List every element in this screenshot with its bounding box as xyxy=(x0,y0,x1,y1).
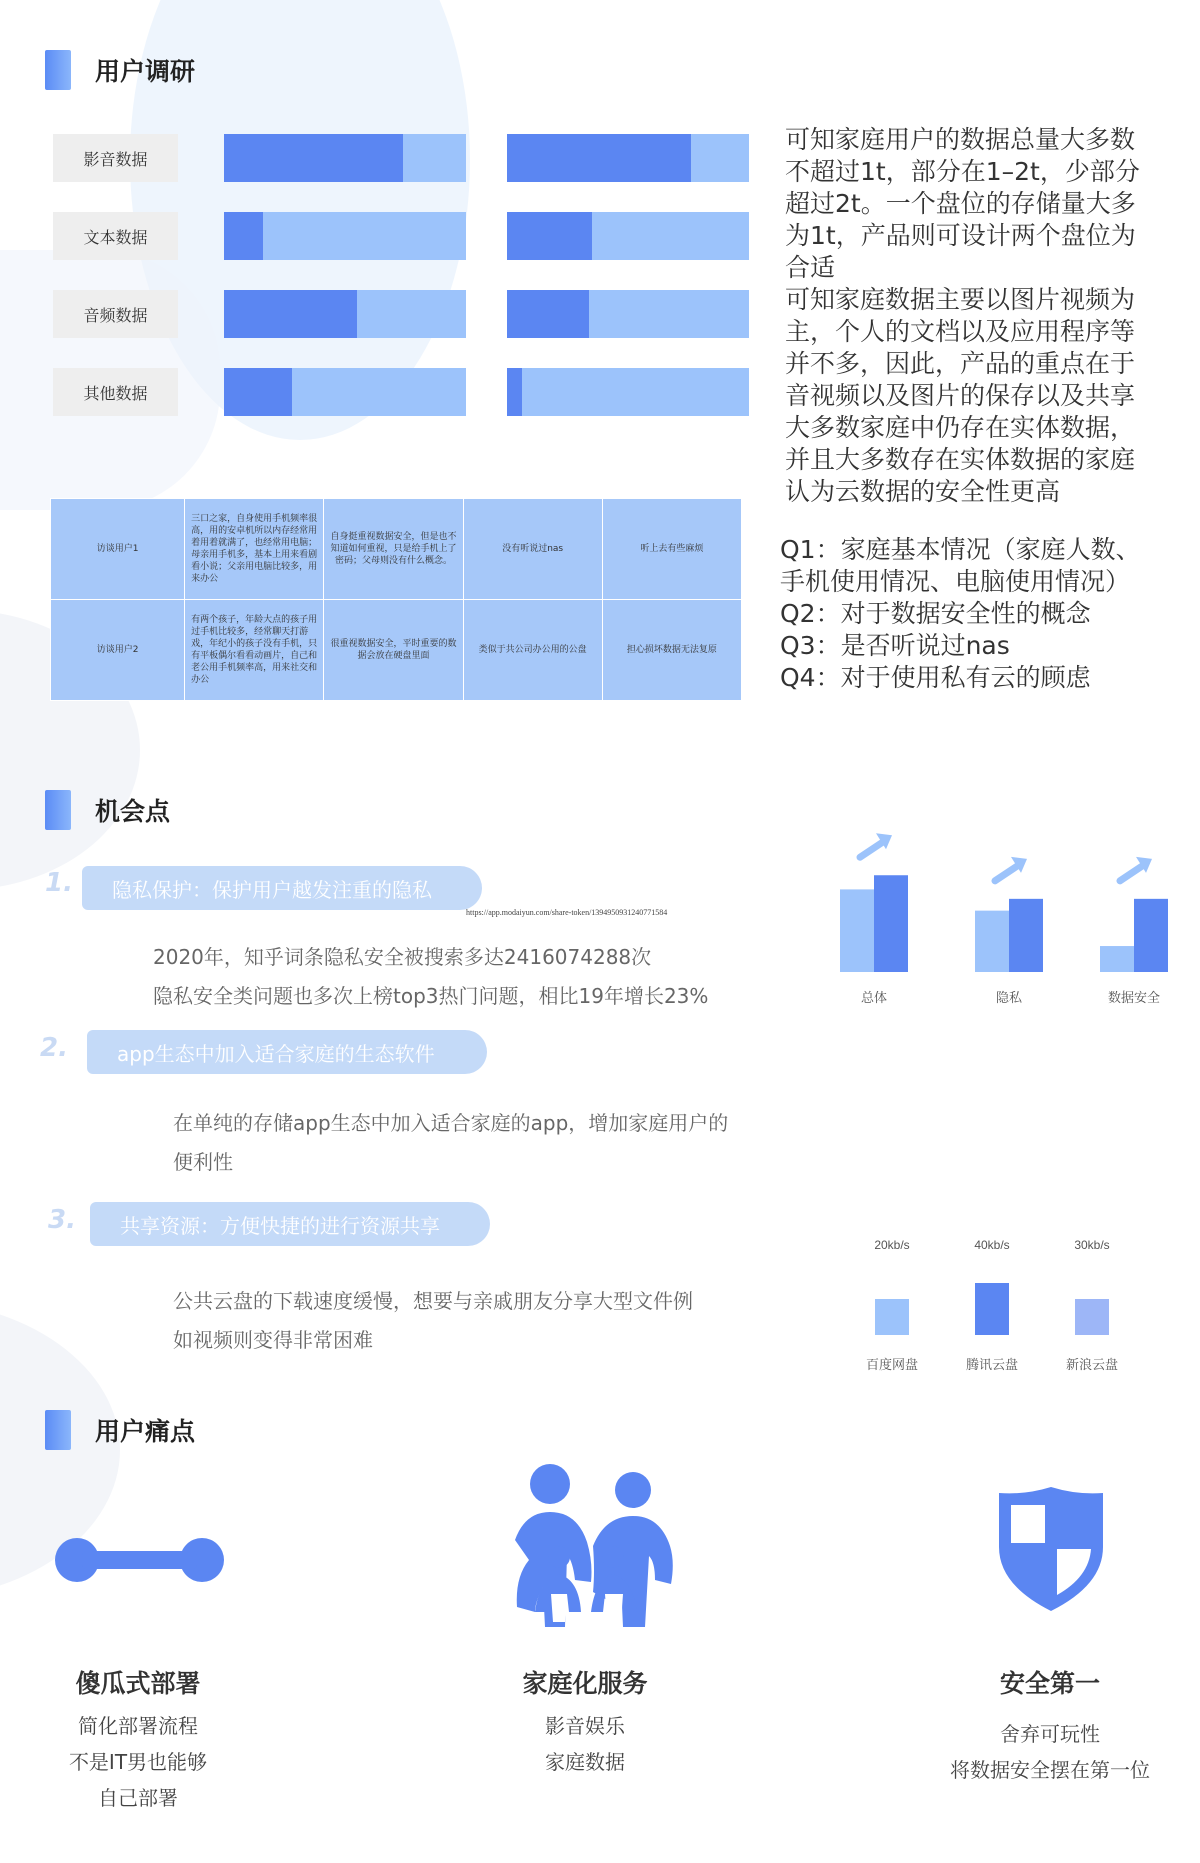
simple-deploy-icon xyxy=(52,1530,227,1590)
question-line: Q4：对于使用私有云的顾虑 xyxy=(780,663,1091,692)
item-number: 3. xyxy=(48,1205,76,1235)
category-label: 音频数据 xyxy=(53,290,178,338)
question-line: Q3：是否听说过nas xyxy=(780,631,1010,660)
bar-fill xyxy=(507,368,522,416)
bar-fill xyxy=(224,134,403,182)
text-line: 主，个人的文档以及应用程序等 xyxy=(785,317,1136,346)
painpoint-title: 傻瓜式部署 xyxy=(75,1669,201,1698)
tick-label: 腾讯云盘 xyxy=(965,1357,1019,1372)
question-line: 手机使用情况、电脑使用情况） xyxy=(780,567,1131,596)
tick-label: 隐私 xyxy=(995,990,1023,1005)
item-number: 2. xyxy=(40,1033,68,1063)
body-text: 2020年，知乎词条隐私安全被搜索多达2416074288次 xyxy=(153,945,652,969)
bar xyxy=(875,1299,909,1335)
table-cell: 有两个孩子，年龄大点的孩子用过手机比较多，经常聊天打游戏，年纪小的孩子没有手机，只有平板偶尔看看动画片，自己和老公用手机频率高，用来社交和办公 xyxy=(185,600,324,701)
text-line: 大多数家庭中仍存在实体数据， xyxy=(785,413,1136,442)
value-label: 40kb/s xyxy=(974,1238,1010,1252)
table-cell: 没有听说过nas xyxy=(463,499,602,600)
bar-track xyxy=(224,368,466,416)
tick-label: 数据安全 xyxy=(1107,990,1161,1005)
bar-fill xyxy=(224,368,292,416)
painpoint-text: 家庭数据 xyxy=(545,1750,625,1774)
value-label: 30kb/s xyxy=(1074,1238,1110,1252)
opportunity-pill: 共享资源：方便快捷的进行资源共享 xyxy=(90,1202,490,1246)
bar xyxy=(1100,946,1134,972)
tick-label: 百度网盘 xyxy=(865,1357,919,1372)
item-number: 1. xyxy=(45,868,73,898)
text-line: 合适 xyxy=(785,253,836,282)
text-line: 可知家庭数据主要以图片视频为 xyxy=(785,285,1136,314)
section-marker xyxy=(45,50,71,90)
opportunity-pill: app生态中加入适合家庭的生态软件 xyxy=(87,1030,487,1074)
bar-fill xyxy=(224,212,263,260)
share-url: https://app.modaiyun.com/share-token/1394950931240771584 xyxy=(466,908,668,917)
painpoint-text: 舍弃可玩性 xyxy=(1000,1722,1100,1746)
table-cell: 访谈用户1 xyxy=(51,499,185,600)
bar-track xyxy=(507,368,749,416)
category-label: 文本数据 xyxy=(53,212,178,260)
arrow-up-icon xyxy=(860,841,884,857)
table-cell: 三口之家，自身使用手机频率很高，用的安卓机所以内存经常用着用着就满了，也经常用电脑；母亲用手机多，基本上用来看剧看小说；父亲用电脑比较多，用来办公 xyxy=(185,499,324,600)
bar-track xyxy=(507,290,749,338)
question-line: Q1：家庭基本情况（家庭人数、 xyxy=(780,535,1141,564)
section-marker xyxy=(45,1410,71,1450)
body-text: 便利性 xyxy=(173,1150,233,1174)
text-line: 并且大多数存在实体数据的家庭 xyxy=(785,445,1136,474)
arrow-up-icon xyxy=(995,865,1019,881)
bar-track xyxy=(224,212,466,260)
bar xyxy=(1134,899,1168,972)
body-text: 在单纯的存储app生态中加入适合家庭的app，增加家庭用户的 xyxy=(173,1111,729,1135)
text-line: 认为云数据的安全性更高 xyxy=(785,477,1061,506)
bar-track xyxy=(224,290,466,338)
bar-fill xyxy=(507,212,592,260)
text-line: 音视频以及图片的保存以及共享 xyxy=(785,381,1136,410)
table-row xyxy=(51,600,742,701)
bar xyxy=(840,889,874,972)
text-line: 并不多，因此，产品的重点在于 xyxy=(785,349,1136,378)
painpoint-text: 影音娱乐 xyxy=(545,1714,625,1738)
body-text: 公共云盘的下载速度缓慢，想要与亲戚朋友分享大型文件例 xyxy=(173,1289,693,1313)
bar-track xyxy=(224,134,466,182)
interview-table xyxy=(50,498,742,701)
bar xyxy=(975,1283,1009,1335)
painpoint-text: 不是IT男也能够 xyxy=(68,1750,208,1774)
shield-icon xyxy=(995,1485,1107,1613)
table-cell: 访谈用户2 xyxy=(51,600,185,701)
question-line: Q2：对于数据安全性的概念 xyxy=(780,599,1091,628)
opportunity-pill: 隐私保护：保护用户越发注重的隐私 xyxy=(82,866,482,910)
painpoint-title: 家庭化服务 xyxy=(522,1669,648,1698)
painpoint-text: 将数据安全摆在第一位 xyxy=(950,1758,1150,1782)
text-line: 可知家庭用户的数据总量大多数 xyxy=(785,125,1136,154)
bar-track xyxy=(507,212,749,260)
value-label: 20kb/s xyxy=(874,1238,910,1252)
bar-fill xyxy=(224,290,357,338)
painpoint-text: 简化部署流程 xyxy=(78,1714,198,1738)
text-line: 不超过1t，部分在1–2t，少部分 xyxy=(785,157,1140,186)
bar-fill xyxy=(507,134,691,182)
bar xyxy=(1075,1299,1109,1335)
table-cell: 担心损坏数据无法复原 xyxy=(602,600,741,701)
body-text: 如视频则变得非常困难 xyxy=(173,1328,373,1352)
interview-questions xyxy=(780,534,1190,694)
family-icon xyxy=(495,1462,680,1632)
tick-label: 新浪云盘 xyxy=(1065,1357,1119,1372)
section-title-research: 用户调研 xyxy=(95,57,196,86)
category-label: 影音数据 xyxy=(53,134,178,182)
section-title-opportunity: 机会点 xyxy=(95,797,171,826)
section-marker xyxy=(45,790,71,830)
table-cell: 很重视数据安全，平时重要的数据会放在硬盘里面 xyxy=(324,600,463,701)
painpoint-title: 安全第一 xyxy=(999,1669,1100,1698)
text-line: 为1t，产品则可设计两个盘位为 xyxy=(785,221,1136,250)
growth-chart xyxy=(825,830,1185,1020)
arrow-up-icon xyxy=(1120,865,1144,881)
bar-fill xyxy=(507,290,589,338)
bar xyxy=(1009,899,1043,972)
tick-label: 总体 xyxy=(860,990,888,1005)
bar xyxy=(874,875,908,972)
research-conclusion-1 xyxy=(785,124,1185,508)
category-label: 其他数据 xyxy=(53,368,178,416)
table-cell: 听上去有些麻烦 xyxy=(602,499,741,600)
speed-chart xyxy=(845,1235,1145,1385)
section-title-painpoints: 用户痛点 xyxy=(95,1417,196,1446)
bar-track xyxy=(507,134,749,182)
text-line: 超过2t。一个盘位的存储量大多 xyxy=(785,189,1136,218)
bar xyxy=(975,911,1009,972)
table-cell: 自身挺重视数据安全，但是也不知道如何重视，只是给手机上了密码；父母则没有什么概念。 xyxy=(324,499,463,600)
body-text: 隐私安全类问题也多次上榜top3热门问题，相比19年增长23% xyxy=(153,984,709,1008)
painpoint-text: 自己部署 xyxy=(98,1786,178,1810)
table-row xyxy=(51,499,742,600)
table-cell: 类似于共公司办公用的公盘 xyxy=(463,600,602,701)
